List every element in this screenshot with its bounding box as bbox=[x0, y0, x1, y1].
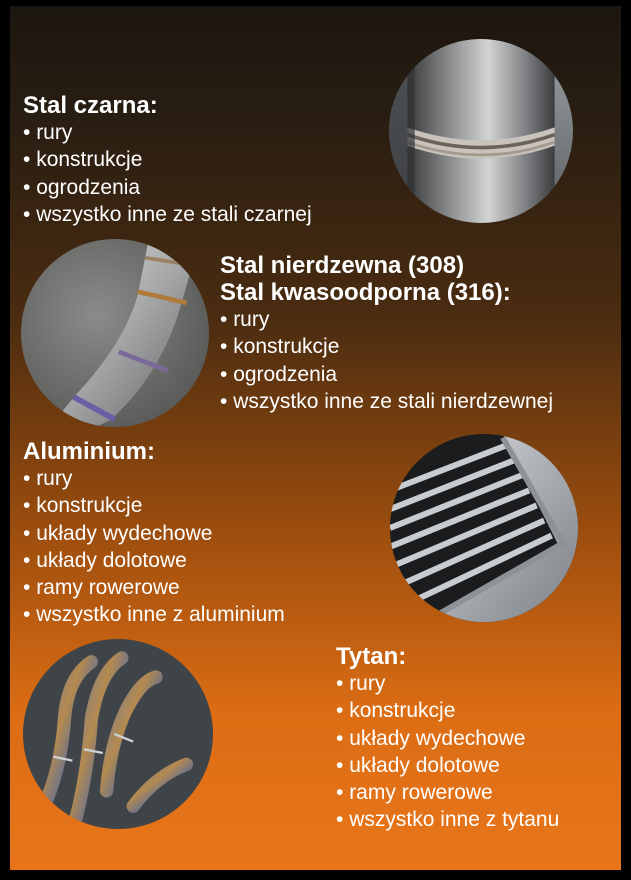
section-aluminium bbox=[23, 438, 285, 629]
list-item: • układy wydechowe bbox=[336, 725, 559, 752]
section-title: Tytan: bbox=[336, 643, 407, 670]
section-stainless-steel bbox=[220, 252, 553, 415]
list-item: • układy wydechowe bbox=[23, 520, 285, 547]
section-black-steel bbox=[23, 92, 312, 228]
item-list bbox=[23, 119, 312, 228]
photo-black-steel-pipe bbox=[389, 39, 573, 223]
section-title-line2: Stal kwasoodporna (316): bbox=[220, 279, 511, 306]
photo-titanium-exhaust bbox=[23, 639, 213, 829]
list-item: • wszystko inne ze stali czarnej bbox=[23, 201, 312, 228]
section-title: Stal czarna: bbox=[23, 92, 158, 119]
item-list bbox=[220, 306, 553, 415]
titanium-exhaust-pipes-icon bbox=[23, 639, 213, 829]
list-item: • rury bbox=[336, 670, 559, 697]
photo-aluminium-intercooler bbox=[390, 434, 578, 622]
item-list bbox=[23, 465, 285, 629]
list-item: • ogrodzenia bbox=[220, 361, 553, 388]
list-item: • wszystko inne z aluminium bbox=[23, 601, 285, 628]
photo-stainless-pipe-bend bbox=[21, 239, 209, 427]
list-item: • ogrodzenia bbox=[23, 174, 312, 201]
list-item: • ramy rowerowe bbox=[23, 574, 285, 601]
list-item: • konstrukcje bbox=[23, 492, 285, 519]
list-item: • układy dolotowe bbox=[336, 752, 559, 779]
list-item: • konstrukcje bbox=[220, 333, 553, 360]
poster-panel bbox=[10, 6, 621, 870]
item-list bbox=[336, 670, 559, 834]
list-item: • ramy rowerowe bbox=[336, 779, 559, 806]
list-item: • konstrukcje bbox=[336, 697, 559, 724]
list-item: • wszystko inne ze stali nierdzewnej bbox=[220, 388, 553, 415]
list-item: • układy dolotowe bbox=[23, 547, 285, 574]
section-titanium bbox=[336, 643, 559, 834]
section-title: Aluminium: bbox=[23, 438, 155, 465]
list-item: • rury bbox=[23, 119, 312, 146]
list-item: • rury bbox=[23, 465, 285, 492]
list-item: • wszystko inne z tytanu bbox=[336, 806, 559, 833]
welded-black-steel-pipe-icon bbox=[389, 39, 573, 223]
section-title-line1: Stal nierdzewna (308) bbox=[220, 252, 465, 279]
welded-stainless-pipe-bend-icon bbox=[21, 239, 209, 427]
welded-aluminium-intercooler-icon bbox=[390, 434, 578, 622]
list-item: • rury bbox=[220, 306, 553, 333]
list-item: • konstrukcje bbox=[23, 146, 312, 173]
